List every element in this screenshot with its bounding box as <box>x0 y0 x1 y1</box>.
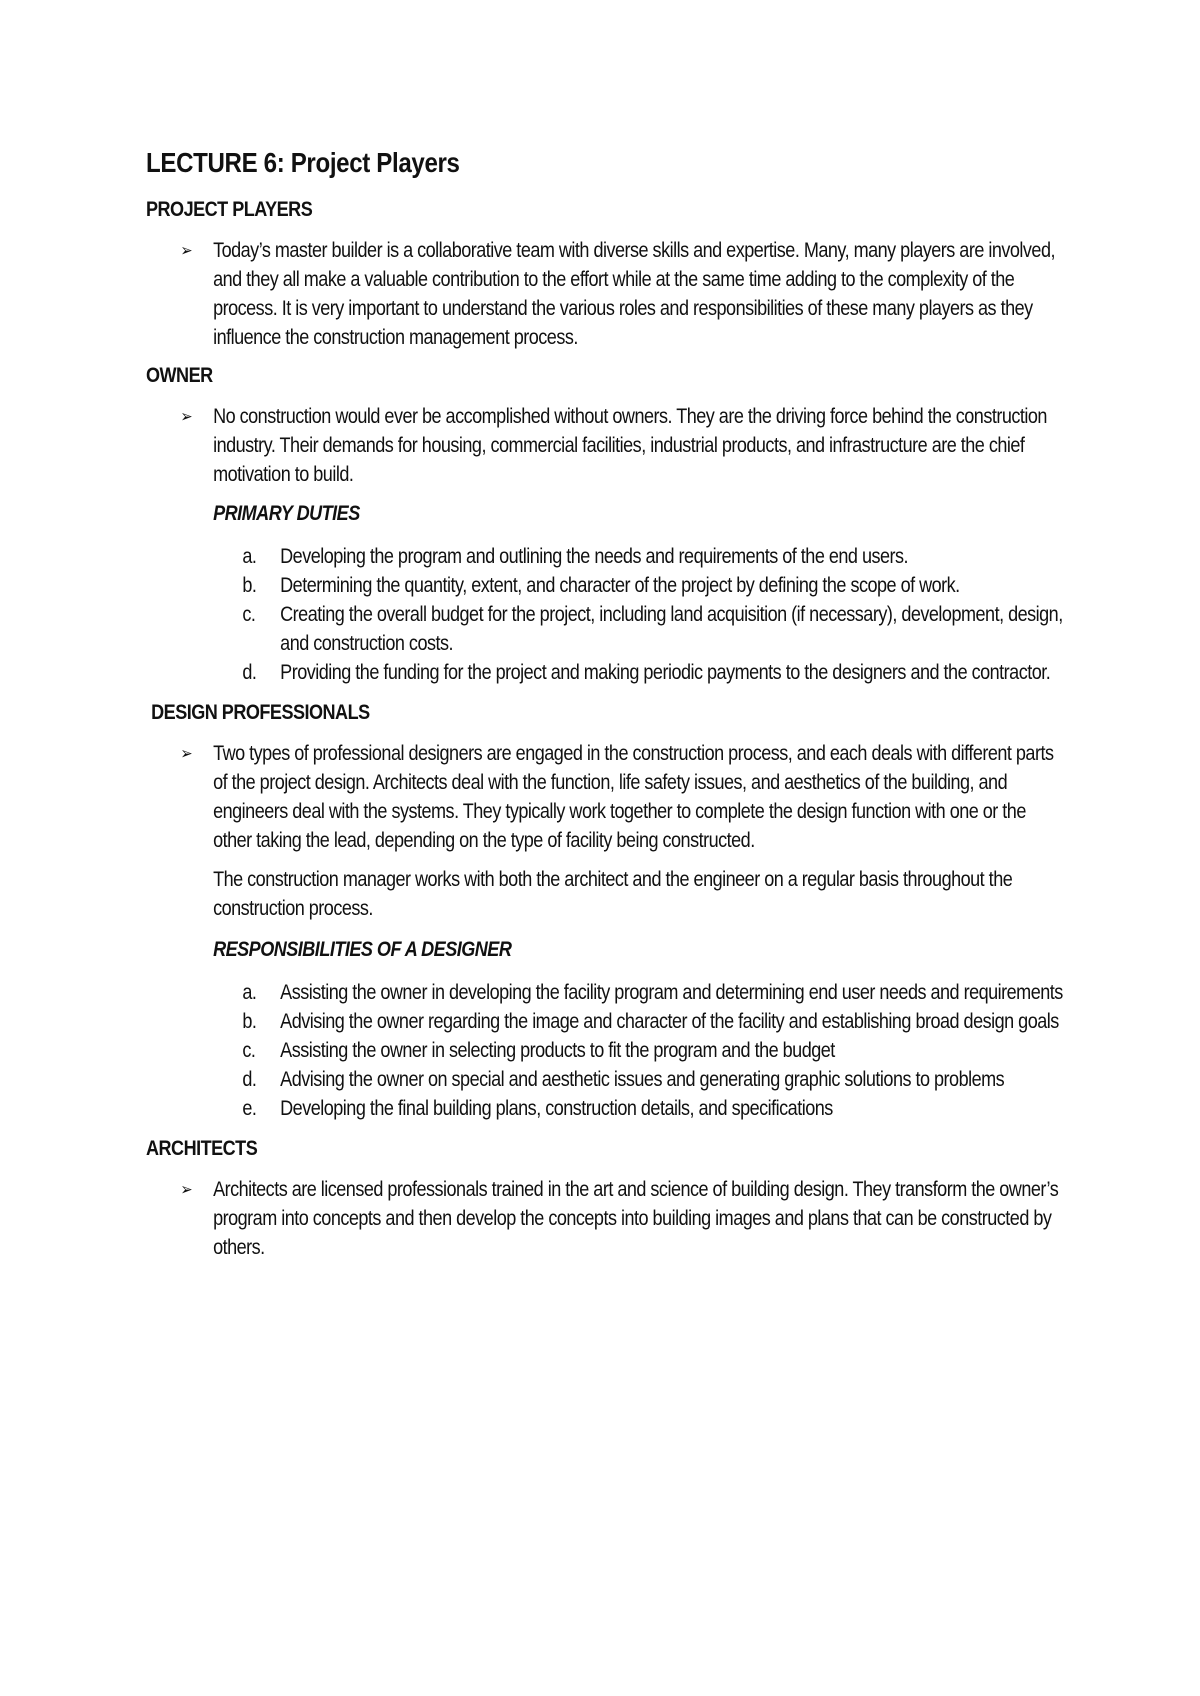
list-item <box>146 978 1066 1007</box>
bullet-project-players <box>146 236 1066 352</box>
list-item <box>146 1036 1066 1065</box>
arrow-bullet-icon: ➢ <box>180 407 193 426</box>
subheading-responsibilities: RESPONSIBILITIES OF A DESIGNER <box>213 938 512 961</box>
list-item <box>146 658 1066 687</box>
bullet-design-professionals <box>146 739 1066 855</box>
list-item-text: Developing the program and outlining the needs and requirements of the end users. <box>280 545 909 568</box>
list-item <box>146 1065 1066 1094</box>
list-marker: b. <box>242 574 257 597</box>
primary-duties-list <box>146 542 1066 687</box>
list-item <box>146 1094 1066 1123</box>
list-marker: a. <box>242 981 257 1004</box>
list-marker: b. <box>242 1010 257 1033</box>
list-item <box>146 600 1066 658</box>
list-item-text: Determining the quantity, extent, and character of the project by defining the scope of work. <box>280 574 960 597</box>
list-marker: a. <box>242 545 257 568</box>
bullet-owner <box>146 402 1066 489</box>
bullet-text: Today’s master builder is a collaborative team with diverse skills and expertise. Many, many players are involved, and they all make a valuable contribution to the effort while at the same time adding to the complexity of the process. It is very important to understand the various roles and responsibilities of these many players as they influence the construction management process. <box>213 239 1055 349</box>
list-item-text: Developing the final building plans, construction details, and specifications <box>280 1097 833 1120</box>
arrow-bullet-icon: ➢ <box>180 744 193 763</box>
bullet-text: Architects are licensed professionals trained in the art and science of building design. They transform the owner’s program into concepts and then develop the concepts into building images and plans that can be constructed by others. <box>213 1178 1059 1259</box>
arrow-bullet-icon: ➢ <box>180 1180 193 1199</box>
list-marker: d. <box>242 1068 257 1091</box>
list-item-text: Creating the overall budget for the project, including land acquisition (if necessary), development, design, and construction costs. <box>280 603 1063 655</box>
subheading-primary-duties: PRIMARY DUTIES <box>213 502 360 525</box>
list-marker: d. <box>242 661 257 684</box>
list-item <box>146 542 1066 571</box>
bullet-architects <box>146 1175 1066 1262</box>
paragraph-construction-manager: The construction manager works with both the architect and the engineer on a regular basis throughout the construction process. <box>213 868 1013 920</box>
document-content <box>146 146 1066 1272</box>
section-heading-architects: ARCHITECTS <box>146 1137 258 1160</box>
responsibilities-list <box>146 978 1066 1123</box>
list-item-text: Advising the owner regarding the image and character of the facility and establishing broad design goals <box>280 1010 1059 1033</box>
list-item-text: Assisting the owner in selecting products to fit the program and the budget <box>280 1039 835 1062</box>
section-heading-owner: OWNER <box>146 364 213 387</box>
list-item <box>146 1007 1066 1036</box>
list-item-text: Providing the funding for the project and making periodic payments to the designers and the contractor. <box>280 661 1051 684</box>
bullet-text: No construction would ever be accomplished without owners. They are the driving force behind the construction industry. Their demands for housing, commercial facilities, industrial products, and infrastructure are the chief motivation to build. <box>213 405 1047 486</box>
arrow-bullet-icon: ➢ <box>180 241 193 260</box>
page-title: LECTURE 6: Project Players <box>146 147 460 178</box>
list-marker: e. <box>242 1097 257 1120</box>
list-item-text: Assisting the owner in developing the facility program and determining end user needs and requirements <box>280 981 1063 1004</box>
list-item <box>146 571 1066 600</box>
section-heading-design-professionals: DESIGN PROFESSIONALS <box>151 701 370 724</box>
list-marker: c. <box>242 603 256 626</box>
bullet-text: Two types of professional designers are engaged in the construction process, and each deals with different parts of the project design. Architects deal with the function, life safety issues, and aesthetics of the building, and engineers deal with the systems. They typically work together to complete the design function with one or the other taking the lead, depending on the type of facility being constructed. <box>213 742 1054 852</box>
list-item-text: Advising the owner on special and aesthetic issues and generating graphic solutions to problems <box>280 1068 1005 1091</box>
list-marker: c. <box>242 1039 256 1062</box>
section-heading-project-players: PROJECT PLAYERS <box>146 198 313 221</box>
